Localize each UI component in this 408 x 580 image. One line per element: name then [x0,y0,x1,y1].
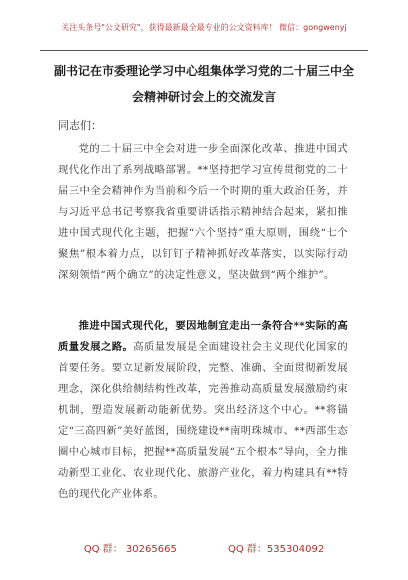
paragraph-2-lead: 推进中国式现代化，要因地制宜走出一条符合**实际的高质量发展之路。 [58,320,348,353]
paragraph-2-body: 高质量发展是全面建设社会主义现代化国家的首要任务。要立足新发展阶段，完整、准确、全面贯彻新发展理念，深化供给侧结构性改革，完善推动高质量发展激励约束机制，塑造发展新动能新优势。突出经济这个中心。**将锚定“三高四新”美好蓝图，围绕建设**南明珠城市、**西部生态圈中心城市目标，把握**高质量发展“五个根本”导向，全力推动新型工业化、农业现代化、旅游产业化，着力构建具有**特色的现代化产业体系。 [58,341,349,500]
paragraph-2 [58,316,348,505]
document-title-line1: 副书记在市委理论学习中心组集体学习党的二十届三中全 [53,64,354,78]
salutation: 同志们： [58,119,102,132]
footer-qq-group-2: QQ 群：535304092 [228,544,325,555]
header-divider [40,50,368,51]
document-title-line2: 会精神研讨会上的交流发言 [131,90,276,104]
footer-qq-group-1: QQ 群： 30265665 [83,544,177,555]
footer-contact [0,540,408,555]
promo-header: 关注头条号"公文研究"，获得最新最全最专业的公文资料库！ 微信：gongwenyj [61,23,347,32]
paragraph-1: 党的二十届三中全会对进一步全面深化改革、推进中国式现代化作出了系列战略部署。**坚持把学习宣传贯彻党的二十届三中全会精神作为当前和今后一个时期的重大政治任务，并与习近平总书记考察我省重要讲话指示精神结合起来，紧扣推进中国式现代化主题，把握“六个坚持”重大原则，围绕“七个聚焦”根本着力点，以钉钉子精神抓好改革落实，以实际行动深刻领悟“两个确立”的决定性意义，坚决做到“两个维护”。 [58,143,348,281]
